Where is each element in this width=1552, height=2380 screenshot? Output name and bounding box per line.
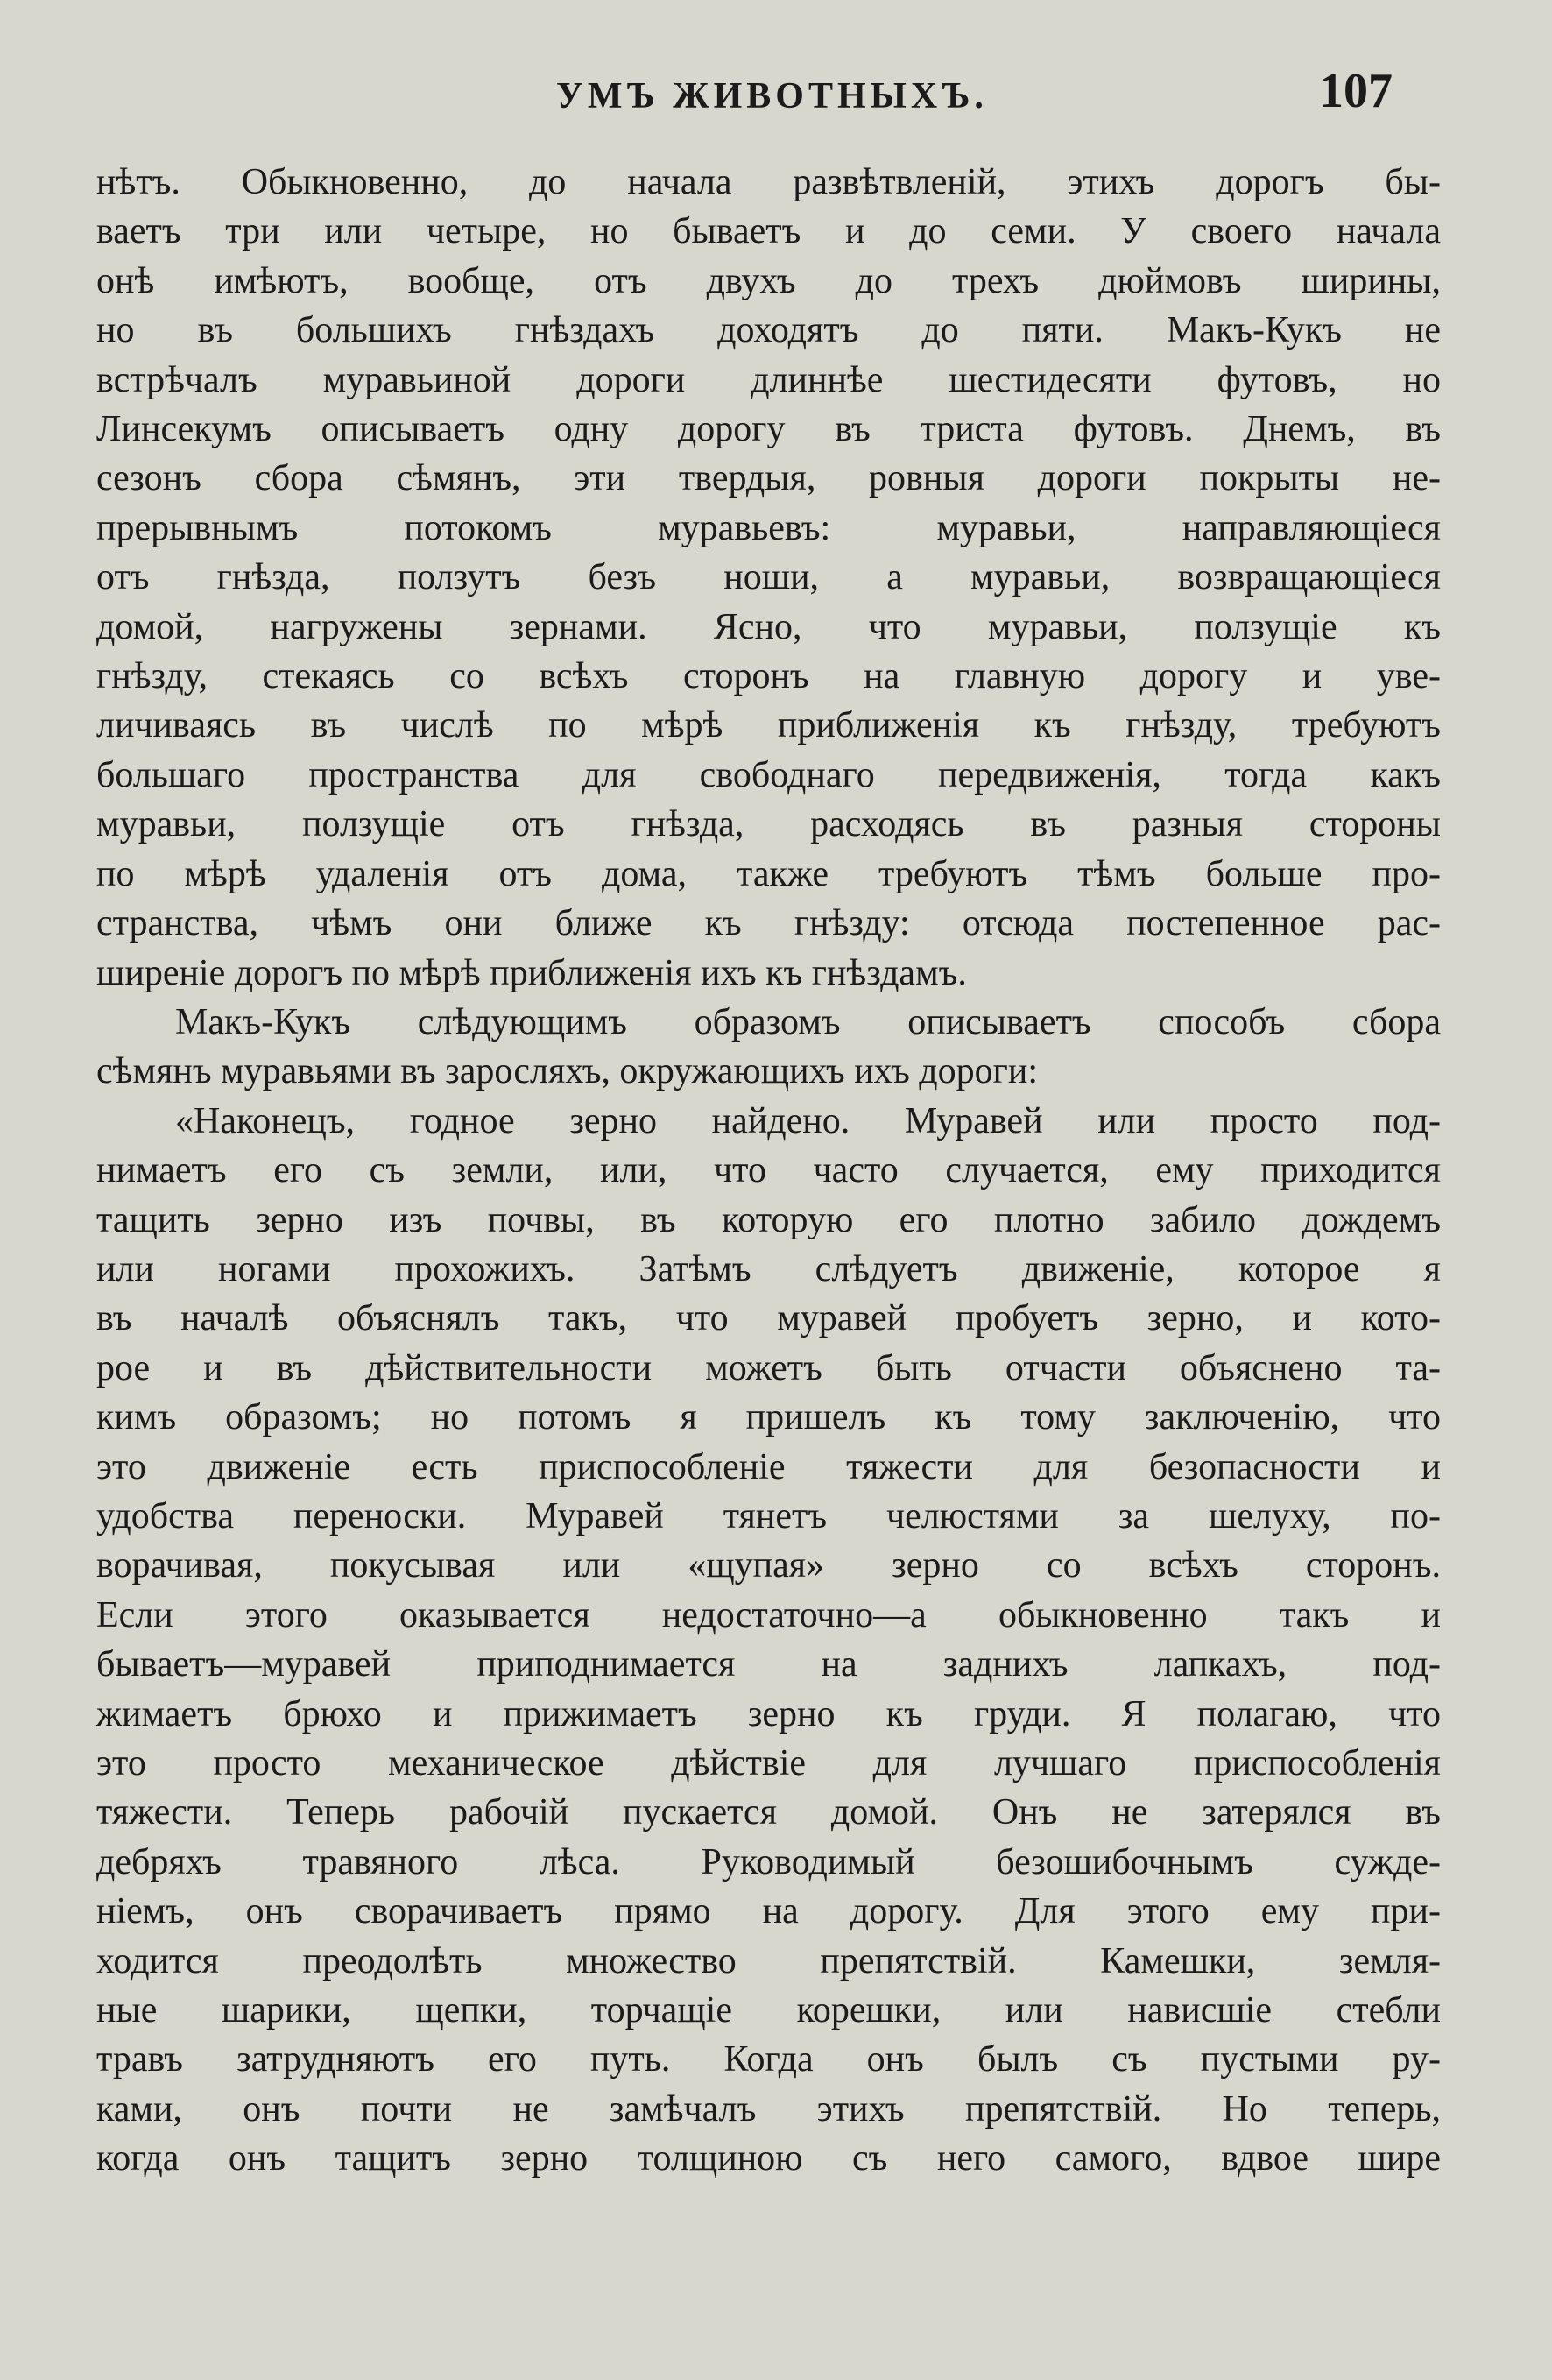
text-line: странства, чѣмъ они ближе къ гнѣзду: отсюда постепенное рас- — [96, 903, 1441, 944]
text-line: травъ затрудняютъ его путь. Когда онъ былъ съ пустыми ру- — [96, 2039, 1441, 2080]
text-line: ворачивая, покусывая или «щупая» зерно со всѣхъ сторонъ. — [96, 1545, 1441, 1586]
paragraph-1 — [96, 158, 1441, 998]
text-line: когда онъ тащитъ зерно толщиною съ него самого, вдвое шире — [96, 2138, 1441, 2179]
text-line: въ началѣ объяснялъ такъ, что муравей пробуетъ зерно, и кото- — [96, 1298, 1441, 1339]
text-line: личиваясь въ числѣ по мѣрѣ приближенія къ гнѣзду, требуютъ — [96, 705, 1441, 746]
text-line: муравьи, ползущіе отъ гнѣзда, расходясь въ разныя стороны — [96, 804, 1441, 845]
text-line: это движеніе есть приспособленіе тяжести для безопасности и — [96, 1446, 1441, 1487]
text-line: это просто механическое дѣйствіе для лучшаго приспособленія — [96, 1743, 1441, 1783]
text-line: Если этого оказывается недостаточно—а обыкновенно такъ и — [96, 1594, 1441, 1635]
page-number: 107 — [1319, 64, 1393, 118]
paragraph-2 — [96, 998, 1441, 1097]
text-line: по мѣрѣ удаленія отъ дома, также требуютъ тѣмъ больше про- — [96, 853, 1441, 894]
text-line: ные шарики, щепки, торчащіе корешки, или нависшіе стебли — [96, 1990, 1441, 2031]
text-line: кимъ образомъ; но потомъ я пришелъ къ тому заключенію, что — [96, 1397, 1441, 1438]
text-line: ширеніе дорогъ по мѣрѣ приближенія ихъ къ гнѣздамъ. — [96, 952, 967, 993]
paragraph-3-quote — [96, 1097, 1441, 2184]
text-line: тащить зерно изъ почвы, въ которую его плотно забило дождемъ — [96, 1199, 1441, 1240]
text-line: ходится преодолѣть множество препятствій. Камешки, земля- — [96, 1940, 1441, 1981]
text-line: тяжести. Теперь рабочій пускается домой. Онъ не затерялся въ — [96, 1792, 1441, 1833]
text-line: бываетъ—муравей приподнимается на заднихъ лапкахъ, под- — [96, 1644, 1441, 1685]
text-line: Линсекумъ описываетъ одну дорогу въ триста футовъ. Днемъ, въ — [96, 409, 1441, 450]
text-line: домой, нагружены зернами. Ясно, что муравьи, ползущіе къ — [96, 606, 1441, 647]
text-line: большаго пространства для свободнаго передвиженія, тогда какъ — [96, 754, 1441, 795]
text-line: но въ большихъ гнѣздахъ доходятъ до пяти. Макъ-Кукъ не — [96, 310, 1441, 351]
text-line: сезонъ сбора сѣмянъ, эти твердыя, ровныя дороги покрыты не- — [96, 458, 1441, 499]
page-header — [96, 63, 1393, 124]
running-head: УМЪ ЖИВОТНЫХЪ. — [556, 76, 988, 117]
text-line: нимаетъ его съ земли, или, что часто случается, ему приходится — [96, 1150, 1441, 1191]
text-line: встрѣчалъ муравьиной дороги длиннѣе шестидесяти футовъ, но — [96, 359, 1441, 400]
text-line: «Наконецъ, годное зерно найдено. Муравей или просто под- — [175, 1100, 1441, 1141]
text-line: или ногами прохожихъ. Затѣмъ слѣдуетъ движеніе, которое я — [96, 1248, 1441, 1289]
text-line: ніемъ, онъ сворачиваетъ прямо на дорогу. Для этого ему при- — [96, 1891, 1441, 1932]
text-line: удобства переноски. Муравей тянетъ челюстями за шелуху, по- — [96, 1495, 1441, 1536]
text-line: дебряхъ травяного лѣса. Руководимый безошибочнымъ сужде- — [96, 1841, 1441, 1882]
text-line: рое и въ дѣйствительности можетъ быть отчасти объяснено та- — [96, 1347, 1441, 1388]
text-line: гнѣзду, стекаясь со всѣхъ сторонъ на главную дорогу и уве- — [96, 656, 1441, 697]
text-line: ками, онъ почти не замѣчалъ этихъ препятствій. Но теперь, — [96, 2088, 1441, 2129]
text-line: сѣмянъ муравьями въ заросляхъ, окружающихъ ихъ дороги: — [96, 1051, 1039, 1092]
text-line: нѣтъ. Обыкновенно, до начала развѣтвленій, этихъ дорогъ бы- — [96, 162, 1441, 202]
text-line: отъ гнѣзда, ползутъ безъ ноши, а муравьи, возвращающіеся — [96, 557, 1441, 598]
text-line: Макъ-Кукъ слѣдующимъ образомъ описываетъ способъ сбора — [175, 1001, 1441, 1042]
text-line: ваетъ три или четыре, но бываетъ и до семи. У своего начала — [96, 211, 1441, 252]
text-line: прерывнымъ потокомъ муравьевъ: муравьи, направляющіеся — [96, 507, 1441, 548]
text-line: жимаетъ брюхо и прижимаетъ зерно къ груди. Я полагаю, что — [96, 1693, 1441, 1734]
text-line: онѣ имѣютъ, вообще, отъ двухъ до трехъ дюймовъ ширины, — [96, 260, 1441, 301]
page-body — [96, 158, 1441, 2184]
